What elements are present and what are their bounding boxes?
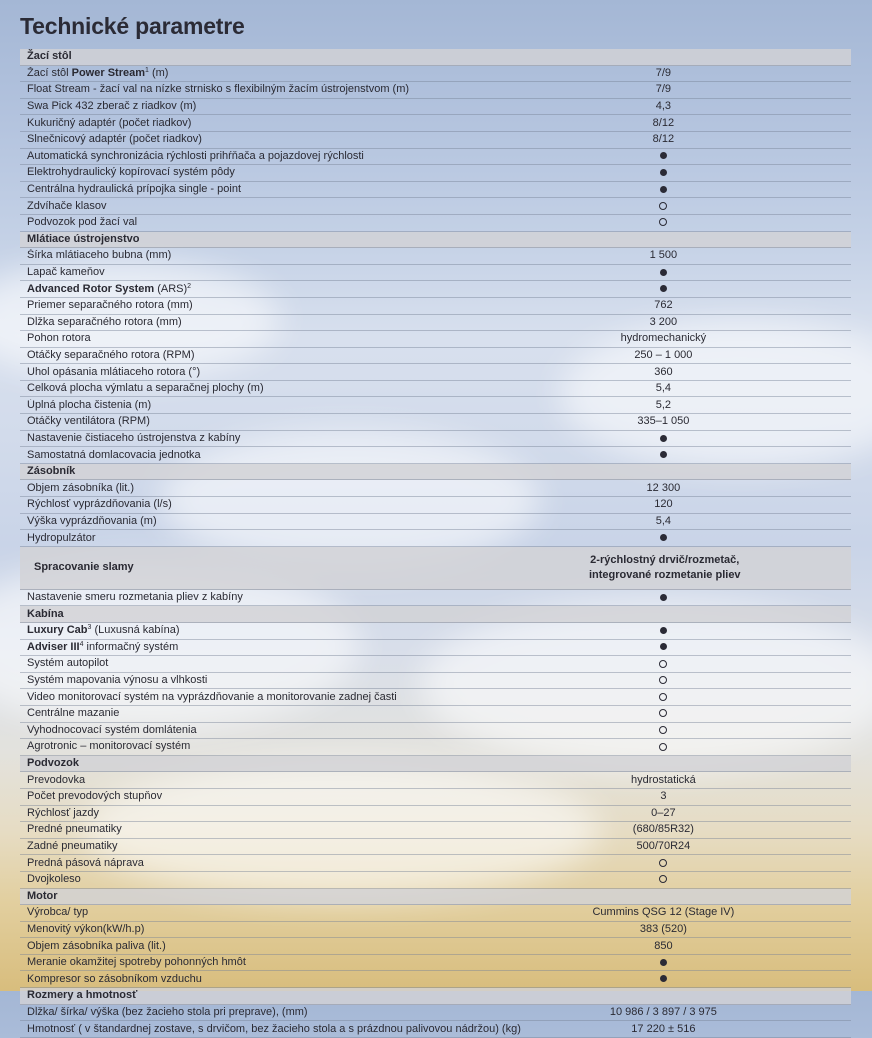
- spec-row: [20, 656, 851, 673]
- spec-row: [20, 381, 851, 398]
- spec-label-text: Celková plocha výmlatu a separačnej plochy (m): [27, 382, 264, 395]
- spec-value: [476, 216, 851, 229]
- spec-value: 335–1 050: [637, 415, 690, 428]
- filled-circle-icon: [660, 643, 667, 650]
- spec-label-text: Hydropulzátor: [27, 531, 96, 544]
- spec-label-brand: Luxury Cab: [27, 624, 88, 637]
- spec-label-text: Objem zásobníka (lit.): [27, 481, 134, 494]
- spec-label-suffix: (m): [148, 66, 169, 79]
- spec-label-text: Nastavenie smeru rozmetania pliev z kabíny: [27, 591, 243, 604]
- spec-label-text: Nastavenie čistiaceho ústrojenstva z kabíny: [27, 431, 241, 444]
- empty-circle-icon: [659, 859, 667, 867]
- spec-value: [476, 449, 851, 462]
- spec-value: 1 500: [649, 249, 678, 262]
- filled-circle-icon: [660, 269, 667, 276]
- spec-label-text: Dĺžka separačného rotora (mm): [27, 315, 182, 328]
- spec-label-text: Rýchlosť vyprázdňovania (l/s): [27, 498, 172, 511]
- spec-value: [476, 857, 851, 870]
- spec-value: [476, 150, 851, 163]
- empty-circle-icon: [659, 202, 667, 210]
- spec-row: [20, 739, 851, 756]
- spec-label-brand: Advanced Rotor System: [27, 282, 155, 295]
- spec-label-text: Pohon rotora: [27, 332, 91, 345]
- spec-label-text: Meranie okamžitej spotreby pohonných hmôt: [27, 956, 246, 969]
- spec-label-text: Vyhodnocovací systém domlátenia: [27, 723, 197, 736]
- section-header: Podvozok: [20, 756, 851, 773]
- spec-label-text: Systém autopilot: [27, 657, 109, 670]
- spec-row: [20, 590, 851, 607]
- filled-circle-icon: [660, 534, 667, 541]
- empty-circle-icon: [659, 676, 667, 684]
- spec-label-text: Hmotnosť ( v štandardnej zostave, s drvičom, bez žacieho stola a s prázdnou palivovou nádržou) (kg): [27, 1022, 521, 1035]
- spec-label-text: Menovitý výkon(kW/h.p): [27, 922, 145, 935]
- footnote-marker: 4: [79, 640, 84, 648]
- spec-value: [476, 166, 851, 179]
- spec-value: [476, 674, 851, 687]
- spec-row: [20, 673, 851, 690]
- spec-value: 2-rýchlostný drvič/rozmetač, integrované rozmetanie pliev: [588, 553, 741, 581]
- section-header: Zásobník: [20, 464, 851, 481]
- spec-row: [20, 215, 851, 232]
- spec-row: [20, 839, 851, 856]
- spec-label-text: Rýchlosť jazdy: [27, 806, 99, 819]
- spec-value: [476, 724, 851, 737]
- spec-value: [476, 283, 851, 296]
- page-title: Technické parametre: [20, 13, 245, 39]
- spec-row: [20, 855, 851, 872]
- spec-row: [20, 431, 851, 448]
- spec-row: [20, 938, 851, 955]
- empty-circle-icon: [659, 693, 667, 701]
- spec-row: [20, 414, 851, 431]
- spec-row: [20, 971, 851, 988]
- spec-value: 5,4: [655, 514, 672, 527]
- spec-label-text: Centrálna hydraulická prípojka single - point: [27, 183, 242, 196]
- spec-value: hydromechanický: [620, 332, 707, 345]
- spec-row: [20, 689, 851, 706]
- spec-row: [20, 265, 851, 282]
- spec-value: [476, 591, 851, 604]
- spec-value: [476, 873, 851, 886]
- spec-label-suffix: informačný systém: [83, 640, 179, 653]
- spec-label-brand: Adviser III: [27, 640, 80, 653]
- empty-circle-icon: [659, 875, 667, 883]
- section-header: Mlátiace ústrojenstvo: [20, 232, 851, 249]
- spec-label-text: Kukuričný adaptér (počet riadkov): [27, 116, 192, 129]
- spec-label-text: Počet prevodových stupňov: [27, 790, 163, 803]
- spec-row: [20, 82, 851, 99]
- empty-circle-icon: [659, 218, 667, 226]
- spec-value: [476, 266, 851, 279]
- spec-row: [20, 281, 851, 298]
- spec-value: 12 300: [646, 481, 681, 494]
- spec-label-text: Dvojkoleso: [27, 873, 81, 886]
- filled-circle-icon: [660, 627, 667, 634]
- spec-label-text: Video monitorovací systém na vyprázdňovanie a monitorovanie zadnej časti: [27, 690, 397, 703]
- spec-row: [20, 298, 851, 315]
- footnote-marker: 2: [187, 282, 192, 290]
- spec-row: [20, 99, 851, 116]
- spec-label-text: Dĺžka/ šírka/ výška (bez žacieho stola pri preprave), (mm): [27, 1005, 308, 1018]
- spec-value: [476, 532, 851, 545]
- spec-label-text: Predné pneumatiky: [27, 823, 122, 836]
- spec-row: [20, 530, 851, 547]
- empty-circle-icon: [659, 726, 667, 734]
- spec-label-text: Otáčky ventilátora (RPM): [27, 415, 150, 428]
- spec-label-suffix: (Luxusná kabína): [91, 624, 180, 637]
- filled-circle-icon: [660, 451, 667, 458]
- spec-value: 3: [660, 790, 667, 803]
- spec-row: [20, 364, 851, 381]
- spec-value: Cummins QSG 12 (Stage IV): [592, 906, 735, 919]
- spec-value: 8/12: [652, 116, 675, 129]
- spec-row: [20, 514, 851, 531]
- spec-label-text: Systém mapovania výnosu a vlhkosti: [27, 674, 208, 687]
- filled-circle-icon: [660, 169, 667, 176]
- spec-row: [20, 623, 851, 640]
- spec-value: 8/12: [652, 133, 675, 146]
- spec-row: [20, 872, 851, 889]
- empty-circle-icon: [659, 743, 667, 751]
- spec-value: 17 220 ± 516: [631, 1022, 696, 1035]
- spec-label-text: Priemer separačného rotora (mm): [27, 299, 193, 312]
- spec-row: [20, 66, 851, 83]
- spec-value: 0–27: [651, 806, 676, 819]
- spec-value: 4,3: [655, 100, 672, 113]
- spec-row: [20, 315, 851, 332]
- spec-label-text: Samostatná domlacovacia jednotka: [27, 448, 201, 461]
- spec-value: [476, 956, 851, 969]
- spec-value: 120: [654, 498, 673, 511]
- spec-value: [476, 973, 851, 986]
- spec-table: [20, 49, 851, 1038]
- spec-label-text: Zdvíhače klasov: [27, 199, 107, 212]
- spec-row: [20, 723, 851, 740]
- spec-row: [20, 115, 851, 132]
- spec-row: [20, 822, 851, 839]
- spec-label-text: Spracovanie slamy: [34, 561, 134, 574]
- spec-label-text: Žací stôl: [27, 66, 72, 79]
- spec-value: [476, 707, 851, 720]
- spec-value: 3 200: [649, 315, 678, 328]
- spec-label-text: Automatická synchronizácia rýchlosti prihŕňača a pojazdovej rýchlosti: [27, 149, 364, 162]
- empty-circle-icon: [659, 660, 667, 668]
- spec-label-text: Výrobca/ typ: [27, 906, 89, 919]
- spec-row: [20, 480, 851, 497]
- spec-label-text: Slnečnicový adaptér (počet riadkov): [27, 133, 202, 146]
- spec-row: [20, 198, 851, 215]
- spec-row: [20, 447, 851, 464]
- spec-label-text: Float Stream - žací val na nízke strnisko s flexibilným žacím ústrojenstvom (m): [27, 83, 410, 96]
- section-header: Motor: [20, 889, 851, 906]
- spec-row: [20, 1021, 851, 1038]
- spec-value: [476, 641, 851, 654]
- spec-row: [20, 165, 851, 182]
- spec-value: 10 986 / 3 897 / 3 975: [609, 1005, 717, 1018]
- spec-value: [476, 432, 851, 445]
- spec-value: [476, 740, 851, 753]
- section-header: Žací stôl: [20, 49, 851, 66]
- spec-row: [20, 397, 851, 414]
- spec-value: 250 – 1 000: [634, 348, 693, 361]
- spec-label-text: Zadné pneumatiky: [27, 840, 118, 853]
- spec-label-text: Kompresor so zásobníkom vzduchu: [27, 972, 202, 985]
- section-header: Rozmery a hmotnosť: [20, 988, 851, 1005]
- spec-label-text: Lapač kameňov: [27, 266, 105, 279]
- spec-value: 383 (520): [639, 922, 687, 935]
- spec-value: 762: [654, 299, 673, 312]
- spec-row: [20, 132, 851, 149]
- spec-row: [20, 331, 851, 348]
- footnote-marker: 1: [145, 66, 149, 74]
- spec-row: [20, 547, 851, 590]
- empty-circle-icon: [659, 709, 667, 717]
- spec-row: [20, 149, 851, 166]
- spec-row: [20, 348, 851, 365]
- spec-label-text: Predná pásová náprava: [27, 856, 144, 869]
- spec-label-text: Centrálne mazanie: [27, 707, 120, 720]
- spec-label-suffix: (ARS): [154, 282, 188, 295]
- spec-value: [476, 200, 851, 213]
- spec-row: [20, 905, 851, 922]
- spec-value: 5,2: [655, 398, 672, 411]
- spec-value: 7/9: [655, 83, 672, 96]
- spec-value: [476, 624, 851, 637]
- filled-circle-icon: [660, 285, 667, 292]
- spec-label-text: Úplná plocha čistenia (m): [27, 398, 152, 411]
- spec-value: 7/9: [655, 66, 672, 79]
- section-header: Kabína: [20, 606, 851, 623]
- spec-row: [20, 248, 851, 265]
- spec-value: [476, 691, 851, 704]
- filled-circle-icon: [660, 435, 667, 442]
- spec-row: [20, 640, 851, 657]
- filled-circle-icon: [660, 186, 667, 193]
- spec-label-text: Agrotronic – monitorovací systém: [27, 740, 191, 753]
- spec-label-text: Swa Pick 432 zberač z riadkov (m): [27, 100, 197, 113]
- spec-row: [20, 772, 851, 789]
- spec-label-text: Otáčky separačného rotora (RPM): [27, 348, 195, 361]
- spec-row: [20, 1005, 851, 1022]
- spec-row: [20, 789, 851, 806]
- filled-circle-icon: [660, 152, 667, 159]
- spec-value: hydrostatická: [630, 773, 696, 786]
- filled-circle-icon: [660, 959, 667, 966]
- spec-row: [20, 922, 851, 939]
- spec-value: 500/70R24: [636, 840, 691, 853]
- spec-value: 5,4: [655, 382, 672, 395]
- footnote-marker: 3: [87, 624, 92, 632]
- filled-circle-icon: [660, 594, 667, 601]
- spec-value: 850: [654, 939, 673, 952]
- spec-value: [476, 657, 851, 670]
- spec-label-text: Uhol opásania mlátiaceho rotora (°): [27, 365, 201, 378]
- spec-row: [20, 182, 851, 199]
- spec-row: [20, 806, 851, 823]
- spec-value: [476, 183, 851, 196]
- spec-label-text: Šírka mlátiaceho bubna (mm): [27, 249, 172, 262]
- spec-label-text: Objem zásobníka paliva (lit.): [27, 939, 166, 952]
- spec-value: 360: [654, 365, 673, 378]
- spec-label-brand: Power Stream: [71, 66, 145, 79]
- filled-circle-icon: [660, 975, 667, 982]
- spec-row: [20, 497, 851, 514]
- spec-value: (680/85R32): [632, 823, 694, 836]
- spec-label-text: Výška vyprázdňovania (m): [27, 514, 157, 527]
- spec-row: [20, 706, 851, 723]
- spec-label-text: Prevodovka: [27, 773, 86, 786]
- spec-label-text: Elektrohydraulický kopírovací systém pôdy: [27, 166, 235, 179]
- spec-label-text: Podvozok pod žací val: [27, 216, 138, 229]
- spec-row: [20, 955, 851, 972]
